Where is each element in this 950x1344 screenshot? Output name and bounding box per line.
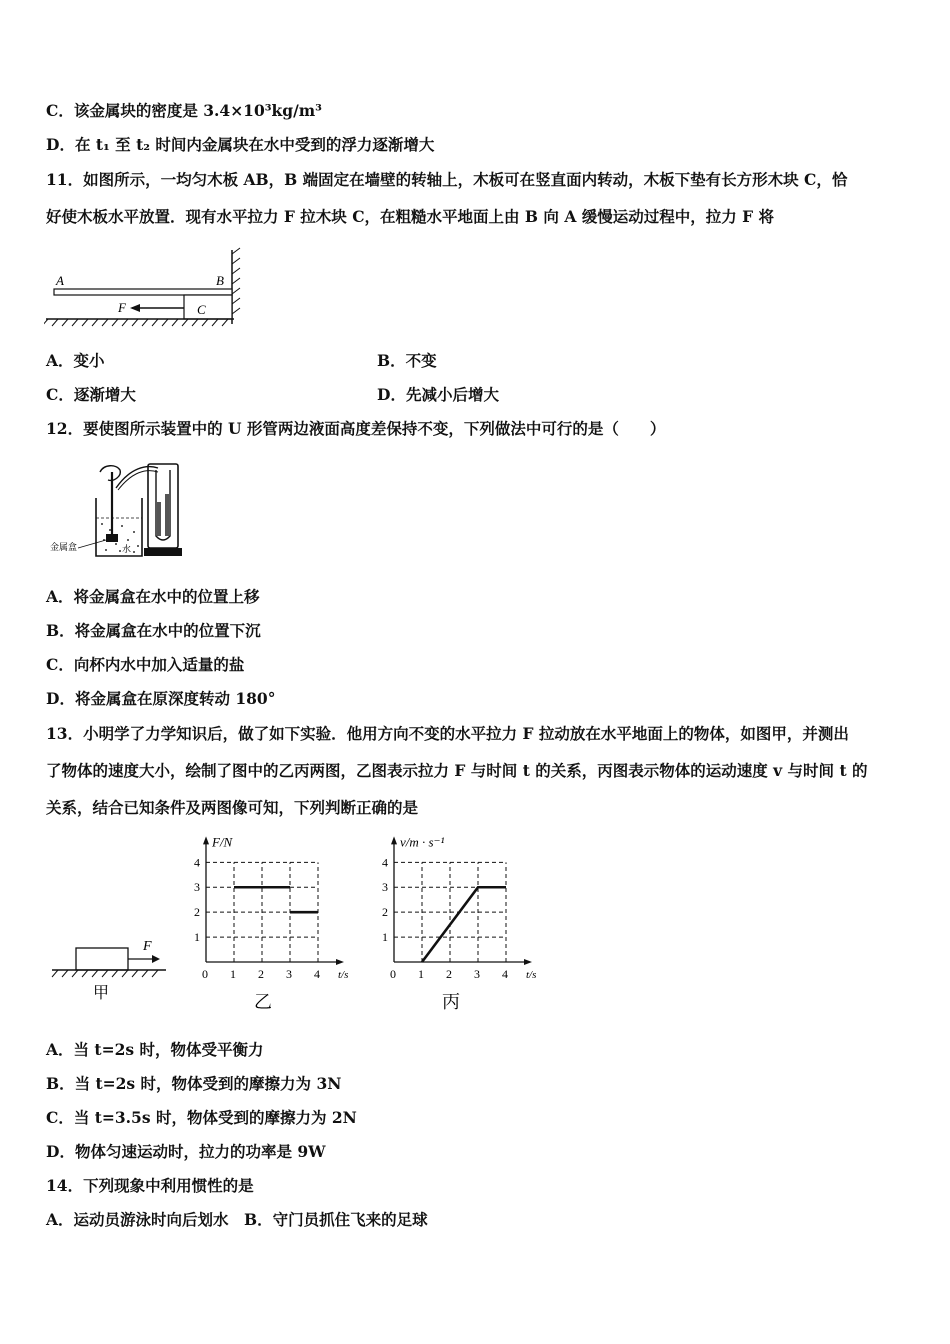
- yi-x-axis-arrow: [336, 959, 344, 965]
- q13-force-label: F: [143, 939, 152, 954]
- yi-x-tick-2: 2: [258, 967, 264, 981]
- q13-option-d: D．物体匀速运动时，拉力的功率是 9W: [46, 1142, 326, 1161]
- q11-label-b: B: [216, 273, 224, 288]
- q10-option-c: C．该金属块的密度是 3.4×10³kg/m³: [46, 101, 322, 120]
- yi-y-tick-4: 4: [194, 855, 200, 870]
- q13-option-b: B．当 t=2s 时，物体受到的摩擦力为 3N: [46, 1074, 342, 1093]
- q11-option-c: C．逐渐增大: [46, 385, 136, 404]
- yi-x-tick-3: 3: [286, 967, 292, 981]
- q11-label-c: C: [197, 302, 206, 317]
- q12-figure: [50, 458, 190, 560]
- q12-label-water: 水: [122, 544, 132, 554]
- yi-x-label: t/s: [338, 969, 349, 981]
- q11-stem-line2: 好使木板水平放置．现有水平拉力 F 拉木块 C，在粗糙水平地面上由 B 向 A 缓慢运动过程中，拉力 F 将: [46, 207, 775, 226]
- q13-option-a: A．当 t=2s 时，物体受平衡力: [46, 1040, 264, 1059]
- q12-option-a: A．将金属盒在水中的位置上移: [46, 587, 260, 606]
- bing-y-tick-1: 1: [382, 930, 388, 945]
- bing-x-tick-0: 0: [390, 967, 396, 981]
- bing-x-tick-1: 1: [418, 967, 424, 981]
- bing-x-tick-3: 3: [474, 967, 480, 981]
- q11-figure: [44, 246, 244, 328]
- yi-y-label: F/N: [212, 834, 233, 850]
- q11-option-d: D．先减小后增大: [377, 385, 499, 404]
- yi-y-tick-3: 3: [194, 880, 200, 895]
- q10-option-d: D．在 t₁ 至 t₂ 时间内金属块在水中受到的浮力逐渐增大: [46, 135, 435, 154]
- bing-y-tick-3: 3: [382, 880, 388, 895]
- q14-options: A．运动员游泳时向后划水 B．守门员抓住飞来的足球: [46, 1210, 428, 1229]
- q11-stem-line1: 11．如图所示，一均匀木板 AB，B 端固定在墙壁的转轴上，木板可在竖直面内转动，木板下垫有长方形木块 C，恰: [46, 170, 848, 189]
- q13-chart-bing: [368, 826, 558, 1016]
- yi-x-tick-1: 1: [230, 967, 236, 981]
- q12-label-box: 金属盒: [50, 542, 78, 552]
- q13-chart-yi: [180, 826, 370, 1016]
- bing-x-tick-4: 4: [502, 967, 508, 981]
- bing-caption: 丙: [442, 992, 460, 1012]
- yi-x-tick-0: 0: [202, 967, 208, 981]
- q13-figure-jia: [48, 930, 178, 1005]
- yi-y-tick-1: 1: [194, 930, 200, 945]
- q13-stem-line3: 关系，结合已知条件及两图像可知，下列判断正确的是: [46, 798, 419, 817]
- yi-y-tick-2: 2: [194, 905, 200, 920]
- q13-option-c: C．当 t=3.5s 时，物体受到的摩擦力为 2N: [46, 1108, 357, 1127]
- q12-option-c: C．向杯内水中加入适量的盐: [46, 655, 245, 674]
- bing-x-label: t/s: [526, 969, 537, 981]
- q12-option-d: D．将金属盒在原深度转动 180°: [46, 689, 276, 708]
- q13-stem-line2: 了物体的速度大小，绘制了图中的乙丙两图，乙图表示拉力 F 与时间 t 的关系，丙图表示物体的运动速度 v 与时间 t 的: [46, 761, 868, 780]
- q11-option-a: A．变小: [46, 351, 105, 370]
- yi-y-axis-arrow: [203, 836, 209, 844]
- bing-y-tick-2: 2: [382, 905, 388, 920]
- q14-stem: 14．下列现象中利用惯性的是: [46, 1176, 254, 1195]
- q13-caption-jia: 甲: [93, 985, 110, 1002]
- q11-label-f: F: [118, 300, 126, 315]
- yi-caption: 乙: [254, 992, 272, 1012]
- bing-x-axis-arrow: [524, 959, 532, 965]
- q12-stem: 12．要使图所示装置中的 U 形管两边液面高度差保持不变，下列做法中可行的是（ ）: [46, 419, 666, 438]
- q12-option-b: B．将金属盒在水中的位置下沉: [46, 621, 261, 640]
- bing-y-label: v/m · s⁻¹: [400, 834, 445, 850]
- q13-stem-line1: 13．小明学了力学知识后，做了如下实验．他用方向不变的水平拉力 F 拉动放在水平地面上的物体，如图甲，并测出: [46, 724, 849, 743]
- q11-label-a: A: [56, 273, 64, 288]
- bing-y-axis-arrow: [391, 836, 397, 844]
- bing-y-tick-4: 4: [382, 855, 388, 870]
- bing-series-0: [422, 887, 506, 962]
- bing-x-tick-2: 2: [446, 967, 452, 981]
- yi-x-tick-4: 4: [314, 967, 320, 981]
- q11-option-b: B．不变: [377, 351, 437, 370]
